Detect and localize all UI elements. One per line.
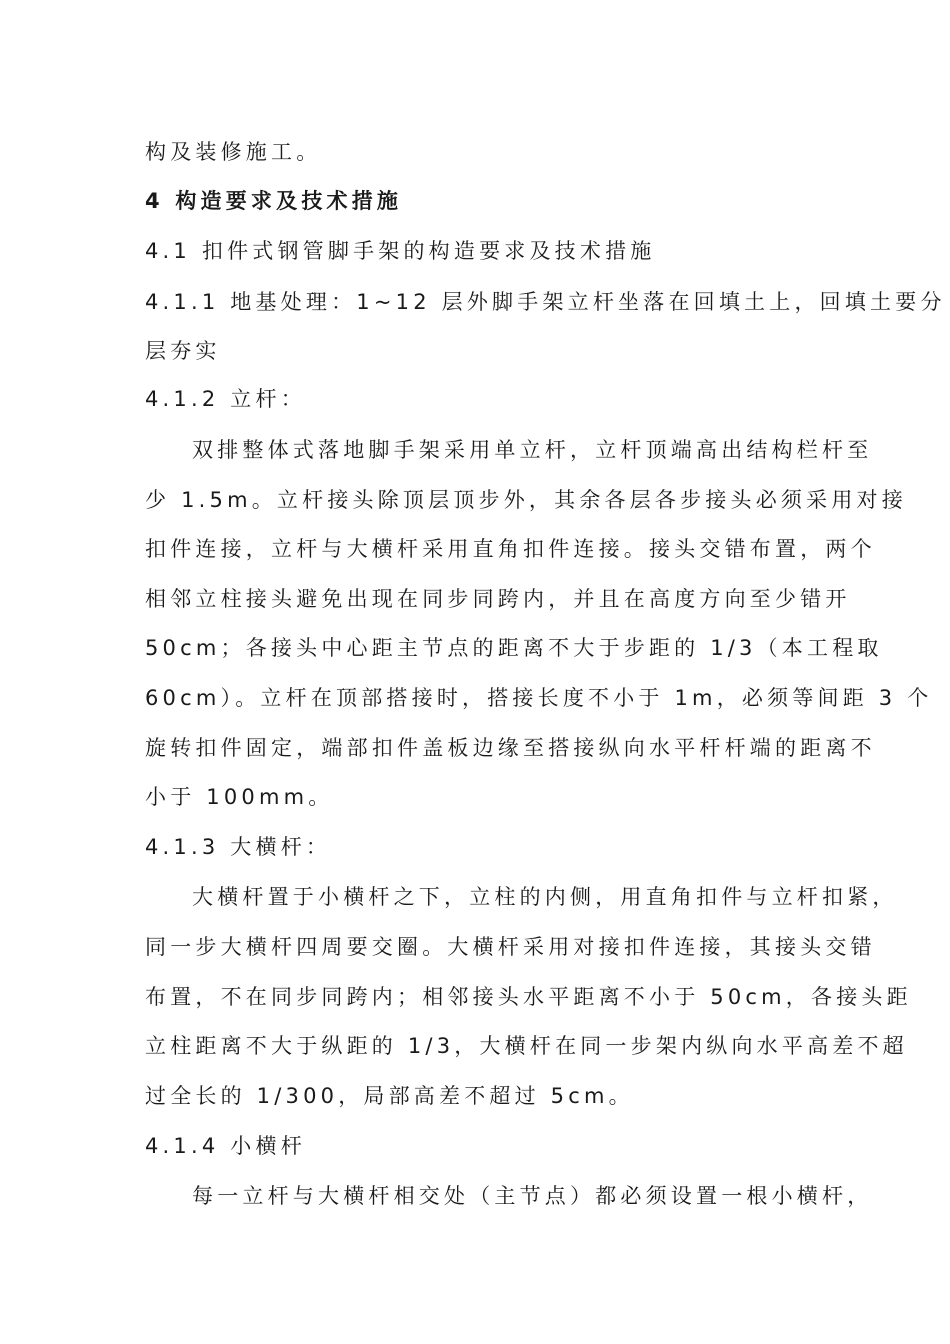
clause-4-1-3-line-1: 大横杆置于小横杆之下，立柱的内侧，用直角扣件与立杆扣紧，: [192, 885, 898, 909]
clause-4-1-2-line-8: 小于 100mm。: [145, 785, 334, 809]
clause-4-1-3-line-2: 同一步大横杆四周要交圈。大横杆采用对接扣件连接，其接头交错: [145, 935, 876, 959]
clause-4-1-2-line-2: 少 1.5m。立杆接头除顶层顶步外，其余各层各步接头必须采用对接: [145, 488, 907, 512]
clause-4-1-4-line-1: 每一立杆与大横杆相交处（主节点）都必须设置一根小横杆，: [192, 1184, 873, 1208]
clause-heading-4-1-2: 4.1.2 立杆：: [145, 387, 306, 411]
paragraph-continuation: 构及装修施工。: [145, 140, 322, 164]
clause-heading-4-1-3: 4.1.3 大横杆：: [145, 835, 332, 859]
clause-4-1-2-line-1: 双排整体式落地脚手架采用单立杆，立杆顶端高出结构栏杆至: [192, 438, 873, 462]
clause-4-1-3-line-5: 过全长的 1/300，局部高差不超过 5cm。: [145, 1084, 634, 1108]
clause-4-1-1-line-1: 4.1.1 地基处理：1~12 层外脚手架立杆坐落在回填土上，回填土要分: [145, 290, 946, 314]
clause-4-1-2-line-5: 50cm；各接头中心距主节点的距离不大于步距的 1/3（本工程取: [145, 636, 883, 660]
clause-4-1-3-line-4: 立柱距离不大于纵距的 1/3，大横杆在同一步架内纵向水平高差不超: [145, 1034, 908, 1058]
clause-4-1-2-line-4: 相邻立柱接头避免出现在同步同跨内，并且在高度方向至少错开: [145, 587, 851, 611]
clause-4-1-2-line-3: 扣件连接，立杆与大横杆采用直角扣件连接。接头交错布置，两个: [145, 537, 876, 561]
clause-4-1-2-line-6: 60cm）。立杆在顶部搭接时，搭接长度不小于 1m，必须等间距 3 个: [145, 686, 933, 710]
clause-4-1-2-line-7: 旋转扣件固定，端部扣件盖板边缘至搭接纵向水平杆杆端的距离不: [145, 736, 876, 760]
clause-4-1-1-line-2: 层夯实: [145, 339, 221, 363]
section-heading-4: 4 构造要求及技术措施: [145, 189, 403, 213]
subsection-heading-4-1: 4.1 扣件式钢管脚手架的构造要求及技术措施: [145, 239, 656, 263]
clause-4-1-3-line-3: 布置，不在同步同跨内；相邻接头水平距离不小于 50cm，各接头距: [145, 985, 912, 1009]
clause-heading-4-1-4: 4.1.4 小横杆: [145, 1134, 306, 1158]
